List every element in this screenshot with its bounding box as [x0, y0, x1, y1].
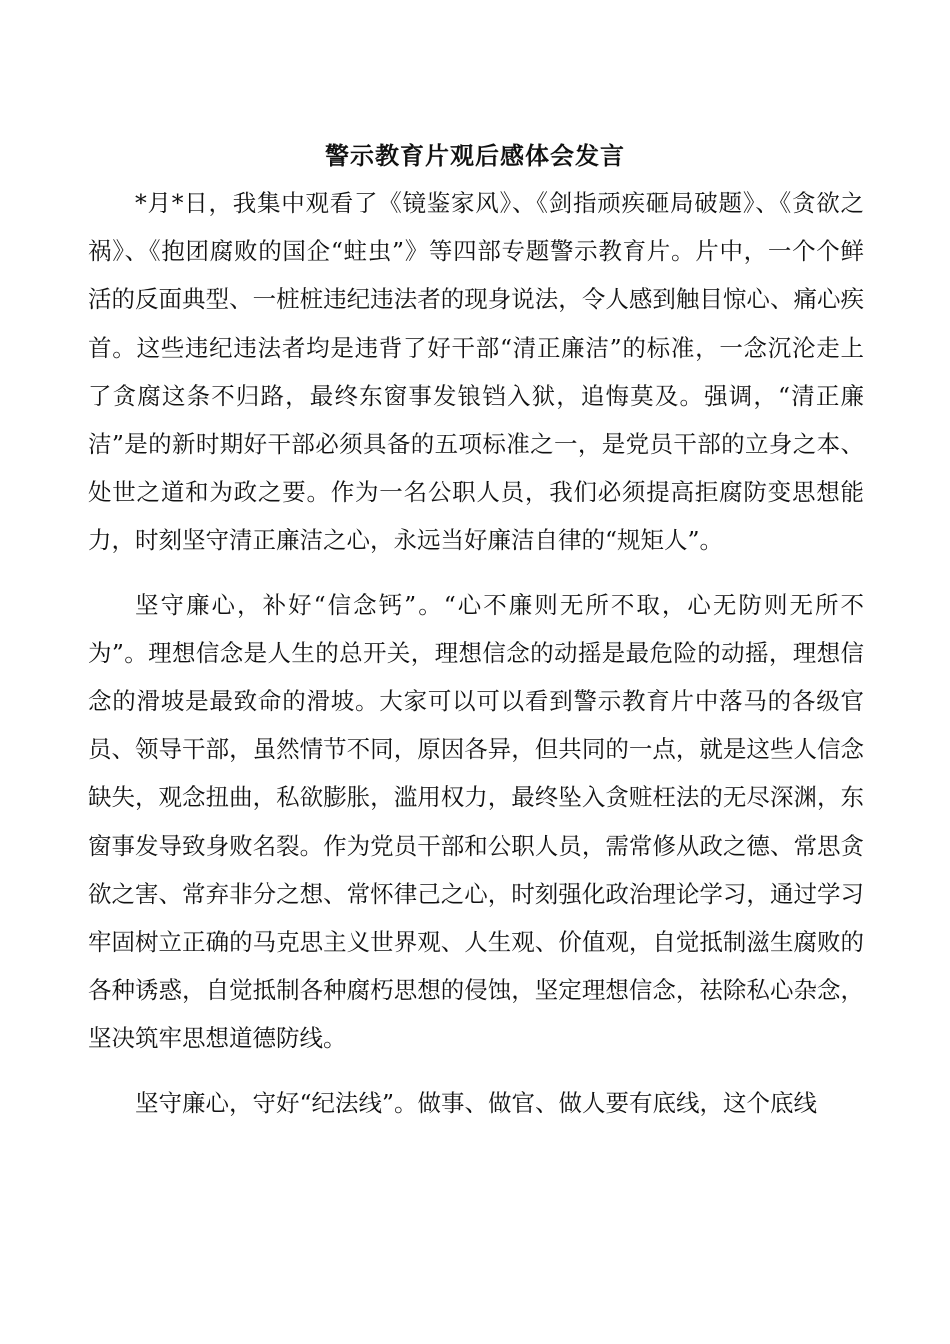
- document-title: 警示教育片观后感体会发言: [325, 142, 625, 170]
- paragraph-1: *月*日，我集中观看了《镜鉴家风》、《剑指顽疾砸局破题》、《贪欲之祸》、《抱团腐败的国企“蛀虫”》等四部专题警示教育片。片中，一个个鲜活的反面典型、一桩桩违纪违法者的现身说法，令人感到触目惊心、痛心疾首。这些违纪违法者均是违背了好干部“清正廉洁”的标准，一念沉沦走上了贪腐这条不归路，最终东窗事发锒铛入狱，追悔莫及。强调，“清正廉洁”是的新时期好干部必须具备的五项标准之一，是党员干部的立身之本、处世之道和为政之要。作为一名公职人员，我们必须提高拒腐防变思想能力，时刻坚守清正廉洁之心，永远当好廉洁自律的“规矩人”。: [88, 189, 864, 555]
- paragraph-3: 坚守廉心，守好“纪法线”。做事、做官、做人要有底线，这个底线: [135, 1088, 818, 1117]
- paragraph-2: 坚守廉心，补好“信念钙”。“心不廉则无所不取，心无防则无所不为”。理想信念是人生的总开关，理想信念的动摇是最危险的动摇，理想信念的滑坡是最致命的滑坡。大家可以可以看到警示教育片中落马的各级官员、领导干部，虽然情节不同，原因各异，但共同的一点，就是这些人信念缺失，观念扭曲，私欲膨胀，滥用权力，最终坠入贪赃枉法的无尽深渊，东窗事发导致身败名裂。作为党员干部和公职人员，需常修从政之德、常思贪欲之害、常弃非分之想、常怀律己之心，时刻强化政治理论学习，通过学习牢固树立正确的马克思主义世界观、人生观、价值观，自觉抵制滋生腐败的各种诱惑，自觉抵制各种腐朽思想的侵蚀，坚定理想信念，祛除私心杂念，坚决筑牢思想道德防线。: [88, 590, 864, 1053]
- document-body: [88, 179, 864, 1127]
